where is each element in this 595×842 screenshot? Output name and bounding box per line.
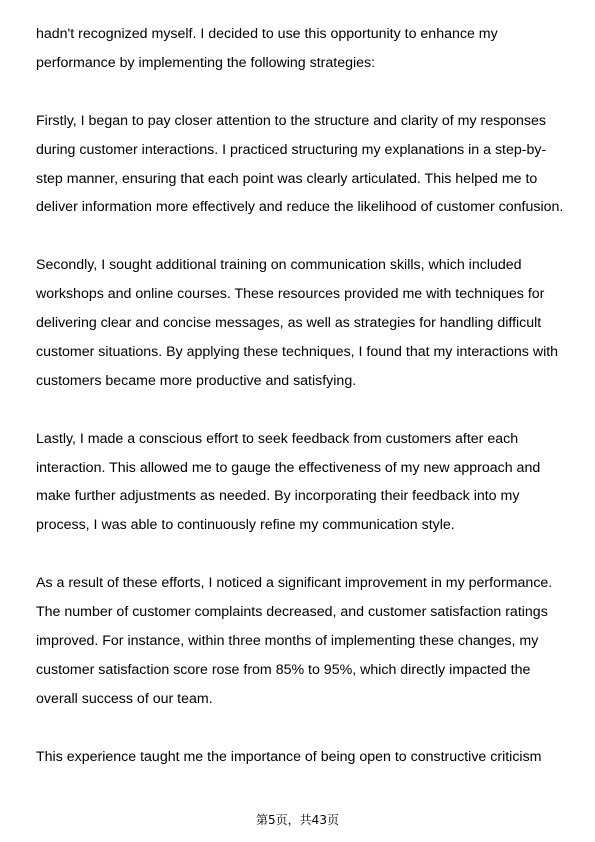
paragraph-intro: hadn't recognized myself. I decided to use this opportunity to enhance my performance by implementing the following strategies: [36, 26, 498, 71]
paragraph-conclusion: This experience taught me the importance of being open to constructive criticism [36, 748, 542, 765]
body-text [36, 20, 566, 800]
paragraph-result: As a result of these efforts, I noticed a significant improvement in my performance. The number of customer complaints decreased, and customer satisfaction ratings improved. For instance, within three months of implementing these changes, my customer satisfaction score rose from 85% to 95%, which directly impacted the overall success of our team. [36, 575, 553, 707]
paragraph-lastly: Lastly, I made a conscious effort to seek feedback from customers after each interaction. This allowed me to gauge the effectiveness of my new approach and make further adjustments as needed. By incorporating their feedback into my process, I was able to continuously refine my communication style. [36, 430, 541, 534]
paragraph-firstly: Firstly, I began to pay closer attention to the structure and clarity of my responses during customer interactions. I practiced structuring my explanations in a step-by-step manner, ensuring that each point was clearly articulated. This helped me to deliver information more effectively and reduce the likelihood of customer confusion. [36, 112, 564, 216]
page-number-footer: 第5页，共43页 [256, 813, 339, 827]
paragraph-secondly: Secondly, I sought additional training on communication skills, which included workshops and online courses. These resources provided me with techniques for delivering clear and concise messages, as well as strategies for handling difficult customer situations. By applying these techniques, I found that my interactions with customers became more productive and satisfying. [36, 257, 559, 389]
